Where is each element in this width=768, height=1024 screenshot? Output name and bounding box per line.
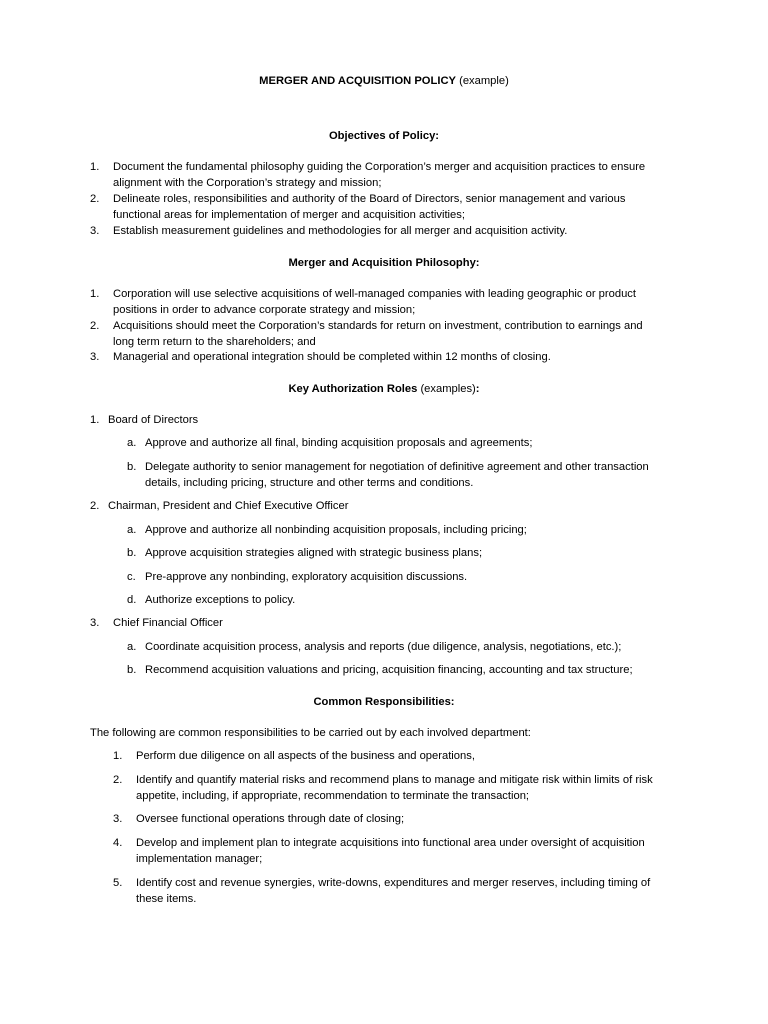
common-number: 5. bbox=[113, 877, 123, 889]
role-item-text: Coordinate acquisition process, analysis and reports (due diligence, analysis, negotiations, etc.); bbox=[145, 641, 622, 653]
role-item-letter: b. bbox=[127, 461, 137, 473]
role-title: Chairman, President and Chief Executive Officer bbox=[108, 500, 349, 512]
role-title: Board of Directors bbox=[108, 414, 199, 426]
objective-text: Document the fundamental philosophy guiding the Corporation’s merger and acquisition practices to ensure bbox=[113, 161, 646, 173]
common-text: Identify cost and revenue synergies, write-downs, expenditures and merger reserves, including timing of bbox=[136, 877, 651, 889]
objective-text: Establish measurement guidelines and methodologies for all merger and acquisition activity. bbox=[113, 225, 568, 237]
objective-number: 1. bbox=[90, 161, 100, 173]
role-item-letter: b. bbox=[127, 547, 137, 559]
roles-heading-main: Key Authorization Roles bbox=[288, 383, 418, 395]
document-title bbox=[0, 73, 768, 89]
role-number: 2. bbox=[90, 500, 100, 512]
objective-number: 2. bbox=[90, 193, 100, 205]
common-text: Oversee functional operations through date of closing; bbox=[136, 813, 405, 825]
common-text: these items. bbox=[136, 893, 197, 905]
role-item-text: Authorize exceptions to policy. bbox=[145, 594, 296, 606]
philosophy-text: long term return to the shareholders; and bbox=[113, 336, 316, 348]
philosophy-text: Managerial and operational integration should be completed within 12 months of closing. bbox=[113, 351, 551, 363]
role-item-letter: a. bbox=[127, 437, 137, 449]
role-item-text: Approve and authorize all nonbinding acquisition proposals, including pricing; bbox=[145, 524, 527, 536]
common-text: implementation manager; bbox=[136, 853, 263, 865]
role-item-letter: c. bbox=[127, 571, 136, 583]
title-note: (example) bbox=[455, 75, 509, 87]
common-text: Perform due diligence on all aspects of the business and operations, bbox=[136, 750, 475, 762]
philosophy-heading: Merger and Acquisition Philosophy: bbox=[288, 257, 480, 269]
common-intro: The following are common responsibilities to be carried out by each involved department: bbox=[90, 727, 531, 739]
common-heading: Common Responsibilities: bbox=[313, 696, 455, 708]
objective-text: alignment with the Corporation’s strategy and mission; bbox=[113, 177, 382, 189]
objective-text: Delineate roles, responsibilities and authority of the Board of Directors, senior management and various bbox=[113, 193, 626, 205]
philosophy-number: 1. bbox=[90, 288, 100, 300]
role-item-letter: b. bbox=[127, 664, 137, 676]
role-title: Chief Financial Officer bbox=[113, 617, 223, 629]
role-number: 3. bbox=[90, 617, 100, 629]
roles-heading-note: (examples) bbox=[417, 383, 476, 395]
objective-text: functional areas for implementation of merger and acquisition activities; bbox=[113, 209, 465, 221]
objective-number: 3. bbox=[90, 225, 100, 237]
role-item-text: details, including pricing, structure and other terms and conditions. bbox=[145, 477, 474, 489]
philosophy-number: 2. bbox=[90, 320, 100, 332]
role-item-text: Pre-approve any nonbinding, exploratory acquisition discussions. bbox=[145, 571, 468, 583]
philosophy-number: 3. bbox=[90, 351, 100, 363]
roles-heading-colon: : bbox=[475, 383, 480, 395]
common-text: Develop and implement plan to integrate acquisitions into functional area under oversight of acquisition bbox=[136, 837, 645, 849]
role-item-text: Approve and authorize all final, binding acquisition proposals and agreements; bbox=[145, 437, 533, 449]
common-text: Identify and quantify material risks and recommend plans to manage and mitigate risk within limits of risk bbox=[136, 774, 653, 786]
common-number: 2. bbox=[113, 774, 123, 786]
common-number: 1. bbox=[113, 750, 123, 762]
philosophy-text: Acquisitions should meet the Corporation’s standards for return on investment, contribution to earnings and bbox=[113, 320, 643, 332]
title-main: MERGER AND ACQUISITION POLICY bbox=[259, 75, 456, 87]
objectives-heading: Objectives of Policy: bbox=[328, 130, 440, 142]
role-item-text: Approve acquisition strategies aligned with strategic business plans; bbox=[145, 547, 483, 559]
role-item-letter: a. bbox=[127, 641, 137, 653]
common-text: appetite, including, if appropriate, recommendation to terminate the transaction; bbox=[136, 790, 530, 802]
philosophy-text: Corporation will use selective acquisitions of well-managed companies with leading geographic or product bbox=[113, 288, 636, 300]
role-number: 1. bbox=[90, 414, 100, 426]
philosophy-text: positions in order to advance corporate strategy and mission; bbox=[113, 304, 416, 316]
roles-heading bbox=[0, 381, 768, 397]
role-item-text: Delegate authority to senior management for negotiation of definitive agreement and other transaction bbox=[145, 461, 649, 473]
role-item-letter: d. bbox=[127, 594, 137, 606]
role-item-text: Recommend acquisition valuations and pricing, acquisition financing, accounting and tax structure; bbox=[145, 664, 633, 676]
common-number: 4. bbox=[113, 837, 123, 849]
common-number: 3. bbox=[113, 813, 123, 825]
role-item-letter: a. bbox=[127, 524, 137, 536]
